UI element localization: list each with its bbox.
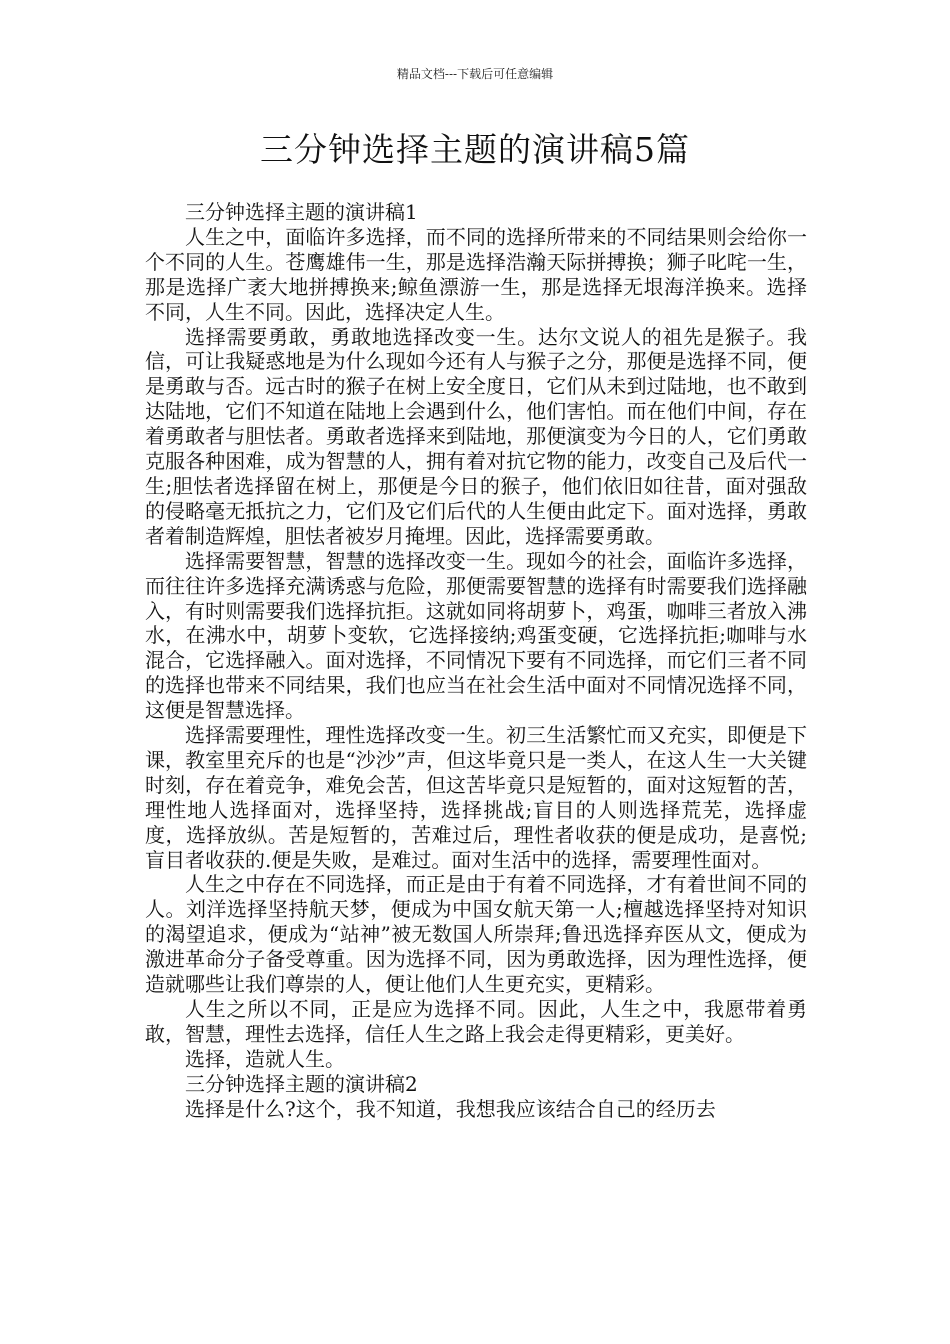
section-heading: 三分钟选择主题的演讲稿2	[185, 1071, 418, 1096]
header-note: 精品文档---下载后可任意编辑	[396, 67, 554, 81]
paragraph: 人生之所以不同，正是应为选择不同。因此，人生之中，我愿带着勇敢，智慧，理性去选择，信任人生之路上我会走得更精彩，更美好。	[145, 997, 807, 1046]
paragraph: 选择，造就人生。	[185, 1046, 345, 1071]
document-body	[145, 200, 807, 1122]
paragraph: 选择需要理性，理性选择改变一生。初三生活繁忙而又充实，即便是下课，教室里充斥的也是“沙沙”声，但这毕竟只是一类人，在这人生一大关键时刻，存在着竞争，难免会苦，但这苦毕竟只是短暂的，面对这短暂的苦，理性地人选择面对，选择坚持，选择挑战;盲目的人则选择荒芜，选择虚度，选择放纵。苦是短暂的，苦难过后，理性者收获的便是成功，是喜悦;盲目者收获的.便是失败，是难过。面对生活中的选择，需要理性面对。	[145, 723, 807, 872]
paragraph: 选择需要勇敢，勇敢地选择改变一生。达尔文说人的祖先是猴子。我信，可让我疑惑地是为什么现如今还有人与猴子之分，那便是选择不同，便是勇敢与否。远古时的猴子在树上安全度日，它们从未到过陆地，也不敢到达陆地，它们不知道在陆地上会遇到什么，他们害怕。而在他们中间，存在着勇敢者与胆怯者。勇敢者选择来到陆地，那便演变为今日的人，它们勇敢克服各种困难，成为智慧的人，拥有着对抗它物的能力，改变自己及后代一生;胆怯者选择留在树上，那便是今日的猴子，他们依旧如往昔，面对强敌的侵略毫无抵抗之力，它们及它们后代的人生便由此定下。面对选择，勇敢者着制造辉煌，胆怯者被岁月掩埋。因此，选择需要勇敢。	[145, 324, 807, 548]
paragraph: 人生之中存在不同选择，而正是由于有着不同选择，才有着世间不同的人。刘洋选择坚持航天梦，便成为中国女航天第一人;檀越选择坚持对知识的渴望追求，便成为“站神”被无数国人所崇拜;鲁迅选择弃医从文，便成为激进革命分子备受尊重。因为选择不同，因为勇敢选择，因为理性选择，便造就哪些让我们尊崇的人，便让他们人生更充实，更精彩。	[145, 872, 807, 997]
paragraph: 人生之中，面临许多选择，而不同的选择所带来的不同结果则会给你一个不同的人生。苍鹰雄伟一生，那是选择浩瀚天际拼搏换；狮子叱咤一生，那是选择广袤大地拼搏换来;鲸鱼漂游一生，那是选择无垠海洋换来。选择不同，人生不同。因此，选择决定人生。	[145, 224, 807, 324]
paragraph: 选择是什么?这个，我不知道，我想我应该结合自己的经历去	[185, 1096, 716, 1121]
paragraph: 选择需要智慧，智慧的选择改变一生。现如今的社会，面临许多选择，而往往许多选择充满诱惑与危险，那便需要智慧的选择有时需要我们选择融入，有时则需要我们选择抗拒。这就如同将胡萝卜，鸡蛋，咖啡三者放入沸水，在沸水中，胡萝卜变软，它选择接纳;鸡蛋变硬，它选择抗拒;咖啡与水混合，它选择融入。面对选择，不同情况下要有不同选择，而它们三者不同的选择也带来不同结果，我们也应当在社会生活中面对不同情况选择不同，这便是智慧选择。	[145, 548, 807, 723]
section-heading: 三分钟选择主题的演讲稿1	[185, 200, 418, 224]
document-title: 三分钟选择主题的演讲稿5篇	[260, 130, 690, 169]
